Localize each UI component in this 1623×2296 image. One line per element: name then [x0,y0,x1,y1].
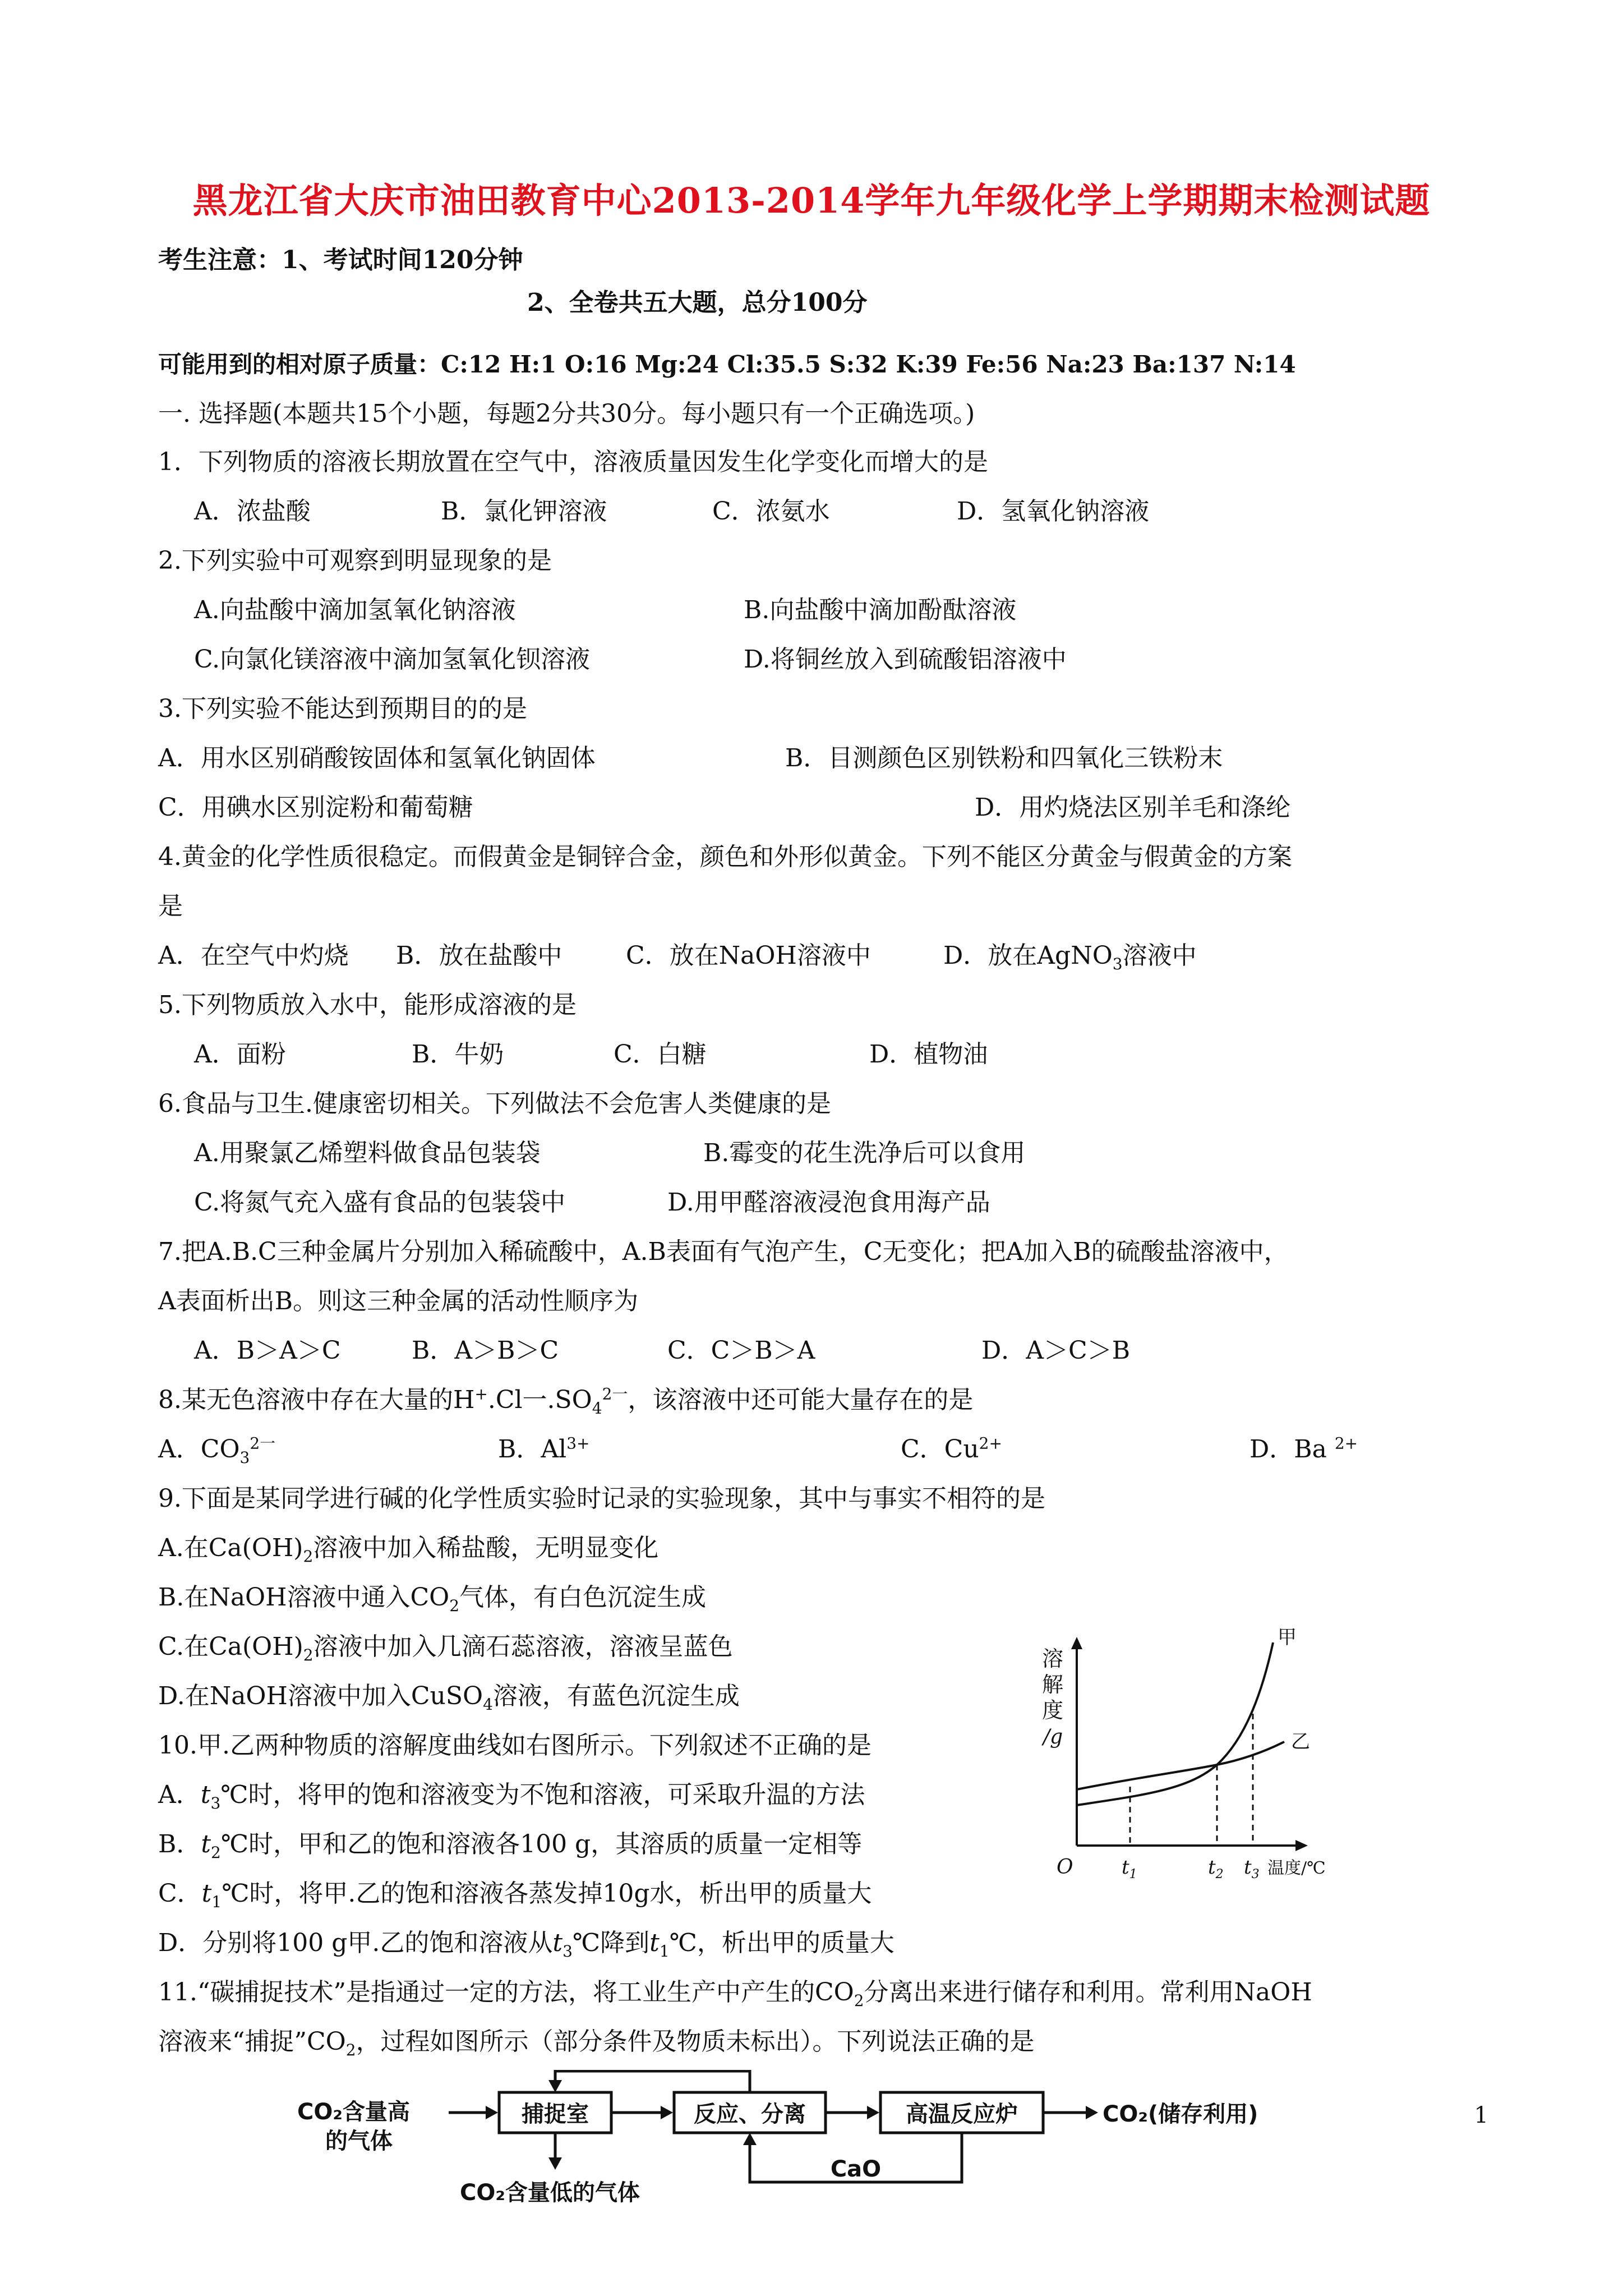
q7-option-c: C．C＞B＞A [667,1336,815,1365]
exhaust-arrowhead [548,2157,562,2170]
q10-option-d: D．分别将100 g甲.乙的饱和溶液从$t_3℃$降到$t_1℃$，析出甲的质量大 [158,1929,895,1961]
q6-stem: 6.食品与卫生.健康密切相关。下列做法不会危害人类健康的是 [158,1089,831,1118]
q8-option-d: D．Ba $^{2+}$ [1249,1434,1358,1464]
y-axis-arrow [1071,1637,1082,1649]
q6-option-b: B.霉变的花生洗净后可以食用 [703,1139,1026,1167]
q1-option-b: B．氯化钾溶液 [441,497,607,526]
q2-option-c: C.向氯化镁溶液中滴加氢氧化钡溶液 [194,645,591,674]
q5-stem: 5.下列物质放入水中，能形成溶液的是 [158,991,577,1019]
q5-option-b: B．牛奶 [412,1040,504,1069]
q3-stem: 3.下列实验不能达到预期目的的是 [158,694,527,723]
input-gas-line-1: CO₂含量高 [297,2099,410,2125]
q4-stem-line-1: 4.黄金的化学性质很稳定。而假黄金是铜锌合金，颜色和外形似黄金。下列不能区分黄金与假黄金的方案 [158,843,1292,871]
q8-stem: 8.某无色溶液中存在大量的H+.Cl一$.SO_4^{2一}$，该溶液中还可能大量存在的是 [158,1384,974,1418]
curve-jia-label: 甲 [1278,1627,1297,1649]
q2-option-d: D.将铜丝放入到硫酸铝溶液中 [744,645,1067,674]
recycle-top-line [555,2071,750,2092]
q7-stem-line-2: A表面析出B。则这三种金属的活动性顺序为 [158,1287,639,1315]
q11-stem-line-1: 11.“碳捕捉技术”是指通过一定的方法，将工业生产中产生的$CO_2$分离出来进行储存和利用。常利用NaOH [158,1978,1312,2010]
q3-option-b: B．目测颜色区别铁粉和四氧化三铁粉末 [785,744,1223,772]
ylabel-char-3: 度 [1042,1698,1064,1723]
recycle-top-arrowhead [548,2080,562,2092]
origin-label: O [1057,1856,1073,1879]
q11-stem-line-2: 溶液来“捕捉$”CO_2$，过程如图所示（部分条件及物质未标出）。下列说法正确的是 [158,2027,1035,2059]
curve-jia [1077,1642,1273,1805]
cao-label: CaO [830,2156,882,2182]
x-axis-arrow [1295,1840,1308,1851]
q9-option-b: B.在NaOH溶液中通入$CO_2$气体，有白色沉淀生成 [158,1583,707,1615]
q2-option-a: A.向盐酸中滴加氢氧化钠溶液 [194,596,516,624]
q9-option-d: D.在NaOH溶液中加入CuSO$_4$溶液，有蓝色沉淀生成 [158,1682,740,1714]
cao-recycle-arrowhead [743,2133,757,2145]
q4-option-d: D．放在AgNO$_3$溶液中 [943,941,1197,973]
q1-stem: 1．下列物质的溶液长期放置在空气中，溶液质量因发生化学变化而增大的是 [158,448,988,476]
input-gas-line-2: 的气体 [325,2128,393,2154]
q9-option-c: C.在$Ca(OH)_2$溶液中加入几滴石蕊溶液，溶液呈蓝色 [158,1632,733,1664]
q5-option-c: C．白糖 [614,1040,707,1069]
q9-stem: 9.下面是某同学进行碱的化学性质实验时记录的实验现象，其中与事实不相符的是 [158,1484,1045,1513]
q4-stem-line-2: 是 [158,892,183,921]
q2-stem: 2.下列实验中可观察到明显现象的是 [158,546,552,575]
xlabel: 温度/℃ [1267,1858,1326,1878]
q7-option-b: B．A＞B＞C [412,1336,559,1365]
q2-option-b: B.向盐酸中滴加酚酞溶液 [744,596,1017,624]
q5-option-d: D．植物油 [869,1040,988,1069]
t2-label: $t_2$ [1208,1856,1224,1881]
q3-option-c: C．用碘水区别淀粉和葡萄糖 [158,793,473,822]
exhaust-label: CO₂含量低的气体 [460,2180,640,2206]
q8-option-b: B．$Al^{3+}$ [498,1434,590,1464]
q7-option-d: D．A＞C＞B [981,1336,1131,1365]
q3-option-d: D．用灼烧法区别羊毛和涤纶 [975,793,1291,822]
ylabel-char-4: /g [1043,1726,1063,1749]
arrowhead-2-3 [867,2106,879,2119]
q4-option-c: C．放在NaOH溶液中 [626,941,871,970]
page-number: 1 [1474,2102,1488,2128]
notice-line-2: 2、全卷共五大题，总分100分 [527,288,868,317]
t3-label: $t_3$ [1244,1856,1260,1881]
q7-stem-line-1: 7.把A.B.C三种金属片分别加入稀硫酸中，A.B表面有气泡产生，C无变化；把A加入B的硫酸盐溶液中， [158,1237,1289,1266]
ylabel-char-2: 解 [1042,1672,1064,1697]
carbon-capture-flow-diagram [292,2070,1357,2294]
solubility-curve-figure [1032,1627,1346,1885]
curve-yi-label: 乙 [1291,1731,1310,1753]
q5-option-a: A．面粉 [194,1040,286,1069]
q10-option-a: A．$t_3℃$时，将甲的饱和溶液变为不饱和溶液，可采取升温的方法 [158,1780,865,1812]
t1-label: $t_1$ [1122,1856,1137,1881]
arrowhead-input [486,2106,498,2119]
q4-option-b: B．放在盐酸中 [396,941,562,970]
q1-option-c: C．浓氨水 [712,497,830,526]
q4-option-a: A．在空气中灼烧 [158,941,349,970]
q7-option-a: A．B＞A＞C [194,1336,341,1365]
q6-option-d: D.用甲醛溶液浸泡食用海产品 [667,1188,990,1217]
box-capture-room-label: 捕捉室 [522,2101,589,2127]
q1-option-d: D．氢氧化钠溶液 [957,497,1150,526]
q6-option-c: C.将氮气充入盛有食品的包装袋中 [194,1188,566,1217]
page-title: 黑龙江省大庆市油田教育中心2013-2014学年九年级化学上学期期末检测试题 [192,180,1431,221]
q8-option-c: C．$Cu^{2+}$ [901,1434,1002,1464]
q8-option-a: A．$CO_3^{2一}$ [158,1434,276,1467]
q10-option-b: B．$t_2℃$时，甲和乙的饱和溶液各100 g，其溶质的质量一定相等 [158,1830,863,1862]
arrowhead-output [1086,2106,1098,2119]
ylabel-char-1: 溶 [1042,1646,1064,1671]
q10-stem: 10.甲.乙两种物质的溶解度曲线如右图所示。下列叙述不正确的是 [158,1731,872,1760]
q1-option-a: A．浓盐酸 [194,497,311,526]
notice-line-1: 考生注意：1、考试时间120分钟 [158,246,523,274]
box-reaction-separation-label: 反应、分离 [694,2101,806,2127]
output-label: CO₂(储存利用) [1103,2101,1258,2127]
q3-option-a: A．用水区别硝酸铵固体和氢氧化钠固体 [158,744,596,772]
section-heading: 一. 选择题(本题共15个小题，每题2分共30分。每小题只有一个正确选项。) [158,399,975,428]
q6-option-a: A.用聚氯乙烯塑料做食品包装袋 [194,1139,541,1167]
atomic-masses: 可能用到的相对原子质量：C:12 H:1 O:16 Mg:24 Cl:35.5 S:32 K:39 Fe:56 Na:23 Ba:137 N:14 [158,351,1296,378]
q10-option-c: C．$t_1℃$时，将甲.乙的饱和溶液各蒸发掉10g水，析出甲的质量大 [158,1879,872,1911]
arrowhead-1-2 [661,2106,673,2119]
box-high-temp-furnace-label: 高温反应炉 [906,2101,1018,2127]
q9-option-a: A.在$Ca(OH)_2$溶液中加入稀盐酸，无明显变化 [158,1534,659,1566]
